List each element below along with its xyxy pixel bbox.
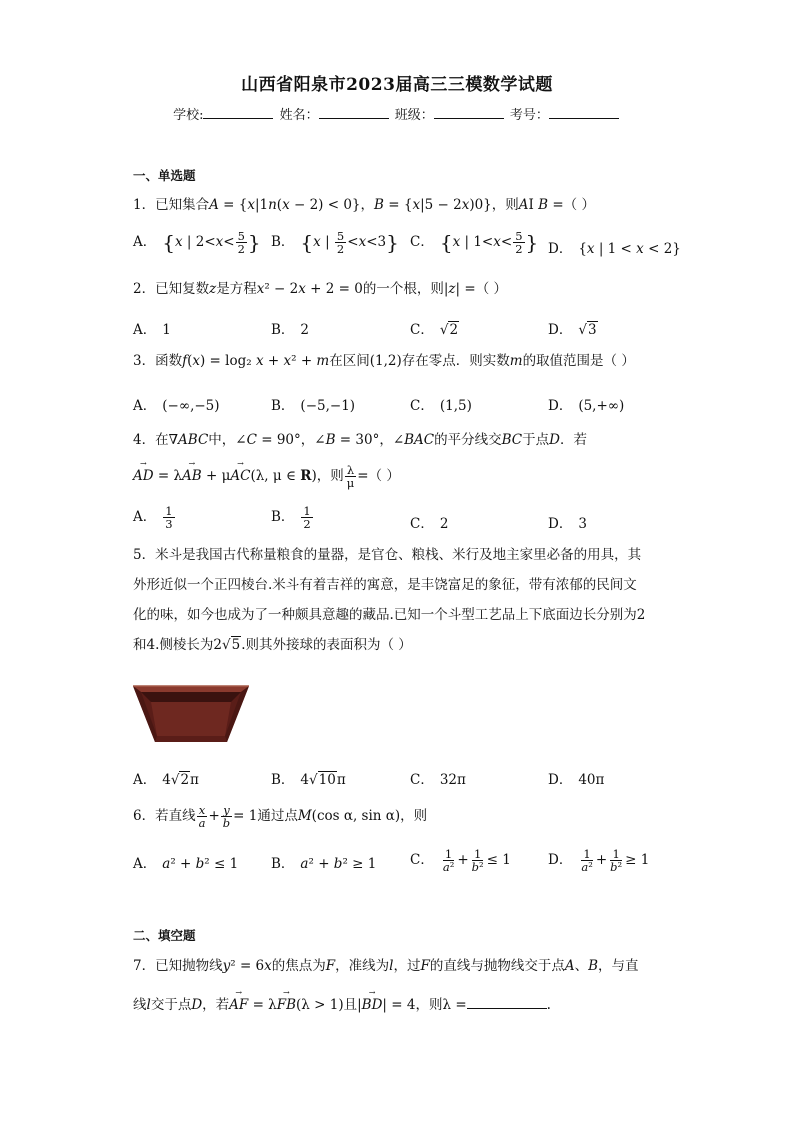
q4-option-c[interactable]: C． 2 bbox=[410, 516, 449, 532]
q5-option-c[interactable]: C． 32π bbox=[410, 772, 466, 788]
section-title-single-choice: 一、单选题 bbox=[133, 168, 196, 183]
q2-option-c[interactable]: C． √2 bbox=[410, 322, 459, 338]
question-4-stem-line1: 4．在∇ABC中，∠C = 90°，∠B = 30°，∠BAC的平分线交BC于点D．若 bbox=[133, 432, 587, 448]
q2-option-b[interactable]: B． 2 bbox=[271, 322, 310, 338]
question-7-stem-line2: 线l交于点D，若→ AF = λ→ FB(λ > 1)且|→ BD| = 4，则λ = . bbox=[133, 996, 663, 1015]
rice-measure-image bbox=[131, 678, 251, 746]
question-7-stem-line1: 7．已知抛物线y² = 6x的焦点为F，准线为l，过F的直线与抛物线交于点A、B，与直 bbox=[133, 958, 639, 974]
q1-option-a[interactable]: A． {x | 2<x< $\frac{5}{2}$ } bbox=[133, 229, 261, 257]
q6-option-a[interactable]: A． a² + b² ≤ 1 bbox=[133, 856, 239, 872]
q1-option-c[interactable]: C． {x | 1<x< $\frac{5}{2}$ } bbox=[410, 229, 539, 257]
q5-option-a[interactable]: A． 4√2π bbox=[133, 772, 199, 788]
q3-option-b[interactable]: B． (−5,−1) bbox=[271, 398, 356, 414]
school-label: 学校: bbox=[173, 108, 204, 123]
q2-option-a[interactable]: A． 1 bbox=[133, 322, 171, 338]
q5-option-b[interactable]: B． 4√10π bbox=[271, 772, 346, 788]
exam-no-label: 考号： bbox=[509, 108, 549, 123]
q3-option-d[interactable]: D． (5,+∞) bbox=[548, 398, 625, 414]
q2-option-d[interactable]: D． √3 bbox=[548, 322, 597, 338]
student-info-line bbox=[0, 104, 794, 123]
class-label: 班级： bbox=[394, 108, 434, 123]
question-6-stem: 6．若直线 $\frac{x}{a}$ + $\frac{y}{b}$ = 1通过点M(cos α, sin α)，则 bbox=[133, 803, 428, 831]
question-4-stem-line2: → AD = λ→ AB + μ→ AC(λ, μ ∈ R)，则 $\frac{\lambda}{\mu}$ =（ ） bbox=[133, 464, 663, 489]
q7-answer-blank[interactable] bbox=[467, 996, 547, 1009]
question-1-stem: 1．已知集合A = {x|1n(x − 2) < 0}，B = {x|5 − 2x)0}，则AI B =（ ） bbox=[133, 197, 595, 213]
q1-option-b[interactable]: B． {x | $\frac{5}{2}$ <x<3} bbox=[271, 229, 399, 257]
q5-option-d[interactable]: D． 40π bbox=[548, 772, 605, 788]
q3-option-a[interactable]: A． (−∞,−5) bbox=[133, 398, 220, 414]
question-5-stem: 5．米斗是我国古代称量粮食的量器，是官仓、粮栈、米行及地主家里必备的用具，其 外形近似一个正四棱台.米斗有着吉祥的寓意，是丰饶富足的象征，带有浓郁的民间文 化的味，如今也成为了一种颇具意趣的藏品.已知一个斗型工艺品上下底面边长分别为2 和4.侧棱长为2√5.则其外接球的表面积为（ ） bbox=[133, 547, 646, 653]
section-title-fill-in: 二、填空题 bbox=[133, 928, 196, 943]
question-2-stem: 2．已知复数z是方程x² − 2x + 2 = 0的一个根，则|z| =（ ） bbox=[133, 281, 507, 297]
school-blank[interactable] bbox=[203, 106, 273, 119]
q1-option-d[interactable]: D． {x | 1 < x < 2} bbox=[548, 241, 681, 257]
q3-option-c[interactable]: C． (1,5) bbox=[410, 398, 472, 414]
class-blank[interactable] bbox=[434, 106, 504, 119]
q4-option-b[interactable]: B． $\frac{1}{2}$ bbox=[271, 504, 311, 532]
q6-option-b[interactable]: B． a² + b² ≥ 1 bbox=[271, 856, 377, 872]
question-3-stem: 3．函数f(x) = log₂ x + x² + m在区间(1,2)存在零点．则实数m的取值范围是（ ） bbox=[133, 353, 635, 369]
q4-option-a[interactable]: A． $\frac{1}{3}$ bbox=[133, 504, 173, 532]
exam-no-blank[interactable] bbox=[549, 106, 619, 119]
q6-option-c[interactable]: C． $\frac{1}{\text{a²}}$ + $\frac{1}{\text{b²}}$ ≤ 1 bbox=[410, 847, 511, 875]
name-blank[interactable] bbox=[319, 106, 389, 119]
page-title: 山西省阳泉市2023届高三三模数学试题 bbox=[241, 75, 553, 95]
name-label: 姓名： bbox=[279, 108, 319, 123]
q4-option-d[interactable]: D． 3 bbox=[548, 516, 587, 532]
q6-option-d[interactable]: D． $\frac{1}{\text{a²}}$ + $\frac{1}{\text{b²}}$ ≥ 1 bbox=[548, 847, 650, 875]
